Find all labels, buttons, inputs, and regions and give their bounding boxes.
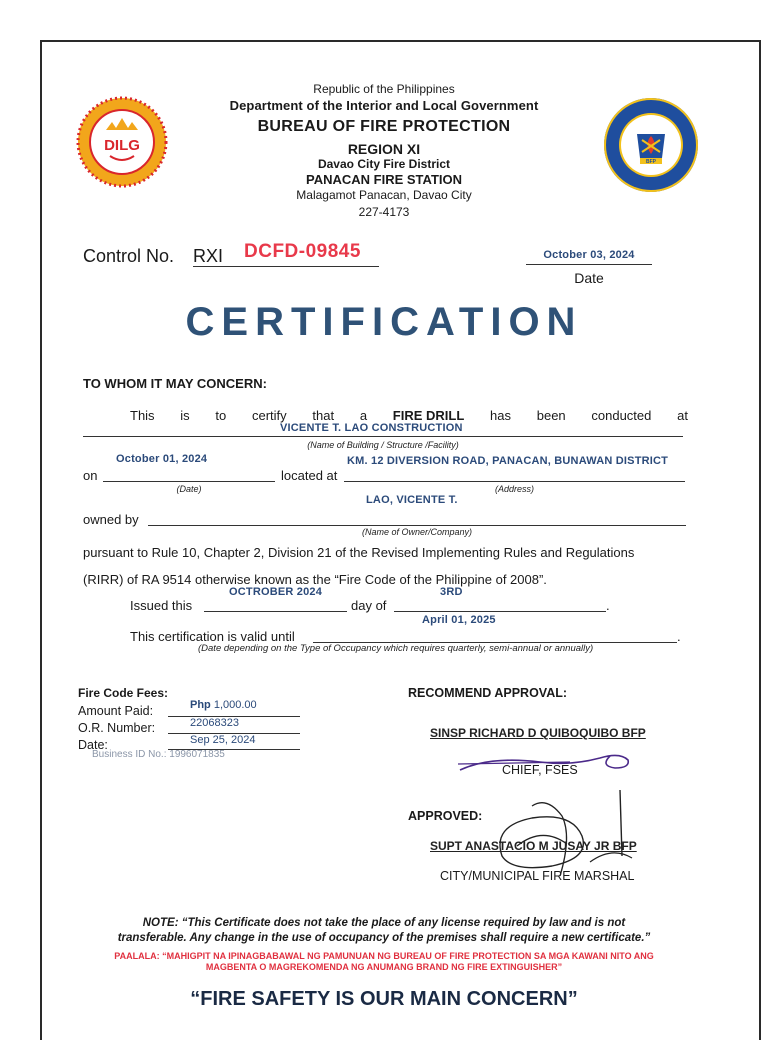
approver-name: SUPT ANASTACIO M JUSAY JR BFP bbox=[430, 839, 637, 853]
issued-label: Issued this bbox=[130, 598, 193, 613]
date-label: Date bbox=[574, 270, 604, 286]
word: a bbox=[359, 408, 368, 423]
word: been bbox=[536, 408, 566, 423]
building-underline bbox=[83, 436, 683, 437]
activity-type: FIRE DRILL bbox=[392, 408, 465, 423]
date-underline bbox=[526, 264, 652, 265]
issued-day-underline bbox=[394, 611, 606, 612]
recommend-label: RECOMMEND APPROVAL: bbox=[408, 686, 568, 700]
located-label: located at bbox=[281, 468, 338, 483]
salutation: TO WHOM IT MAY CONCERN: bbox=[83, 376, 267, 391]
address-line: Malagamot Panacan, Davao City bbox=[296, 188, 472, 202]
issued-month-value: OCTROBER 2024 bbox=[229, 586, 323, 598]
word: has bbox=[490, 408, 511, 423]
certify-sentence bbox=[83, 408, 688, 423]
republic-line: Republic of the Philippines bbox=[313, 82, 455, 96]
word: that bbox=[312, 408, 335, 423]
note-line-1: NOTE: “This Certificate does not take the place of any license required by law and is not bbox=[142, 917, 626, 929]
control-prefix: RXI bbox=[193, 246, 224, 266]
building-value: VICENTE T. LAO CONSTRUCTION bbox=[280, 422, 463, 434]
bfp-seal-label: BFP bbox=[646, 159, 656, 165]
or-label: O.R. Number: bbox=[78, 721, 156, 735]
station-line: PANACAN FIRE STATION bbox=[306, 172, 462, 187]
region-line: REGION XI bbox=[347, 141, 421, 157]
phone-line: 227-4173 bbox=[358, 205, 410, 219]
address-caption: (Address) bbox=[494, 484, 534, 494]
word: is bbox=[180, 408, 190, 423]
drill-date-underline bbox=[103, 481, 275, 482]
fees-heading: Fire Code Fees: bbox=[78, 686, 169, 700]
word: This bbox=[130, 408, 155, 423]
dilg-logo-text: DILG bbox=[104, 137, 140, 154]
approver-title: CITY/MUNICIPAL FIRE MARSHAL bbox=[440, 869, 635, 883]
amount-label: Amount Paid: bbox=[78, 704, 154, 718]
day-of-label: day of bbox=[351, 598, 387, 613]
on-label: on bbox=[83, 468, 98, 483]
valid-end: . bbox=[677, 629, 681, 644]
recommender-name: SINSP RICHARD D QUIBOQUIBO BFP bbox=[430, 726, 646, 740]
issued-month-underline bbox=[204, 611, 347, 612]
valid-caption: (Date depending on the Type of Occupancy which requires quarterly, semi-annual or annually) bbox=[198, 643, 594, 654]
fee-date-label: Date: bbox=[78, 738, 108, 752]
owned-label: owned by bbox=[83, 512, 139, 527]
word: conducted bbox=[591, 408, 652, 423]
pursuant-line-2: (RIRR) of RA 9514 otherwise known as the “Fire Code of the Philippine of 2008”. bbox=[83, 572, 547, 587]
word: to bbox=[215, 408, 227, 423]
document-title: CERTIFICATION bbox=[185, 300, 583, 344]
safety-slogan: “FIRE SAFETY IS OUR MAIN CONCERN” bbox=[190, 988, 578, 1010]
amount-value: Php 1,000.00 bbox=[190, 699, 257, 711]
valid-label: This certification is valid until bbox=[130, 629, 295, 644]
or-value: 22068323 bbox=[190, 717, 239, 729]
recommender-title: CHIEF, FSES bbox=[502, 763, 578, 777]
issue-date-value: October 03, 2024 bbox=[543, 249, 635, 261]
valid-until-value: April 01, 2025 bbox=[422, 614, 496, 626]
issued-end: . bbox=[606, 598, 610, 613]
owner-caption: (Name of Owner/Company) bbox=[361, 527, 473, 537]
word: at bbox=[677, 408, 688, 423]
drill-date-caption: (Date) bbox=[176, 484, 202, 494]
owner-value: LAO, VICENTE T. bbox=[366, 494, 458, 506]
address-value: KM. 12 DIVERSION ROAD, PANACAN, BUNAWAN DISTRICT bbox=[347, 455, 669, 467]
approved-label: APPROVED: bbox=[408, 809, 483, 823]
issued-day-value: 3RD bbox=[440, 586, 463, 598]
owner-underline bbox=[148, 525, 686, 526]
control-label: Control No. bbox=[83, 246, 175, 266]
paalala-line-2: MAGBENTA O MAGREKOMENDA NG ANUMANG BRAND NG FIRE EXTINGUISHER” bbox=[205, 962, 563, 972]
paalala-line-1: PAALALA: “MAHIGPIT NA IPINAGBABAWAL NG PAMUNUAN NG BUREAU OF FIRE PROTECTION SA MGA KAWANI NITO ANG bbox=[114, 951, 654, 961]
address-underline bbox=[344, 481, 685, 482]
department-line: Department of the Interior and Local Government bbox=[229, 98, 539, 113]
drill-date-value: October 01, 2024 bbox=[116, 453, 208, 465]
district-line: Davao City Fire District bbox=[317, 157, 451, 171]
business-id: Business ID No.: 1996071835 bbox=[92, 749, 225, 760]
pursuant-line-1: pursuant to Rule 10, Chapter 2, Division 21 of the Revised Implementing Rules and Regulations bbox=[83, 545, 635, 560]
approver-signature bbox=[472, 786, 642, 892]
bureau-line: BUREAU OF FIRE PROTECTION bbox=[257, 118, 511, 135]
control-number: DCFD-09845 bbox=[244, 241, 361, 262]
building-caption: (Name of Building / Structure /Facility) bbox=[307, 440, 459, 450]
fee-date-value: Sep 25, 2024 bbox=[190, 734, 256, 746]
note-line-2: transferable. Any change in the use of occupancy of the premises shall require a new certificate.” bbox=[117, 932, 651, 944]
recommender-signature bbox=[450, 740, 640, 780]
control-underline bbox=[193, 266, 379, 267]
word: certify bbox=[252, 408, 287, 423]
